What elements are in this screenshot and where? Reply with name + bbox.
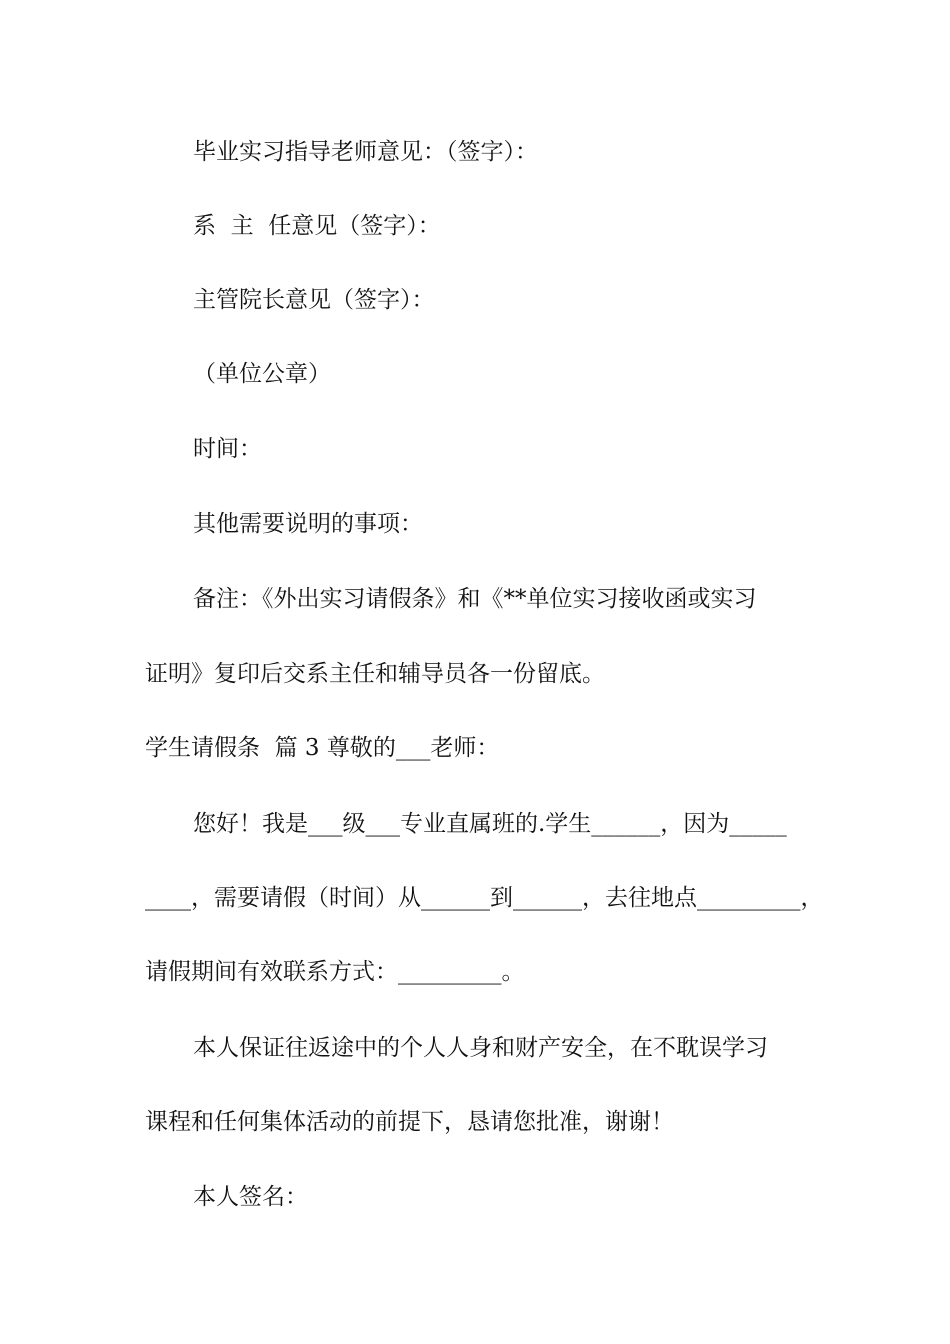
guarantee-line-1: 本人保证往返途中的个人人身和财产安全，在不耽误学习 [193, 1035, 768, 1061]
guarantee-line-2: 课程和任何集体活动的前提下，恳请您批准，谢谢！ [145, 1109, 674, 1135]
leave-time-line: ____，需要请假（时间）从______到______，去往地点_________， [145, 885, 824, 911]
unit-seal-line: （单位公章） [193, 361, 331, 387]
advisor-opinion-line: 毕业实习指导老师意见：（签字）： [193, 139, 538, 165]
contact-line: 请假期间有效联系方式：_________。 [145, 959, 525, 985]
dean-opinion-line: 主管院长意见（签字）： [193, 287, 435, 313]
other-matters-line: 其他需要说明的事项： [193, 511, 423, 537]
department-head-opinion-line: 系 主 任意见（签字）： [193, 213, 441, 239]
greeting-line: 您好！我是___级___专业直属班的.学生______，因为_____ [193, 811, 787, 837]
note-line-2: 证明》复印后交系主任和辅导员各一份留底。 [145, 661, 605, 687]
section-heading: 学生请假条 篇 3 尊敬的___老师： [145, 735, 500, 761]
note-line-1: 备注：《外出实习请假条》和《**单位实习接收函或实习 [193, 586, 757, 612]
time-line: 时间： [193, 436, 262, 462]
signature-line: 本人签名： [193, 1184, 308, 1210]
